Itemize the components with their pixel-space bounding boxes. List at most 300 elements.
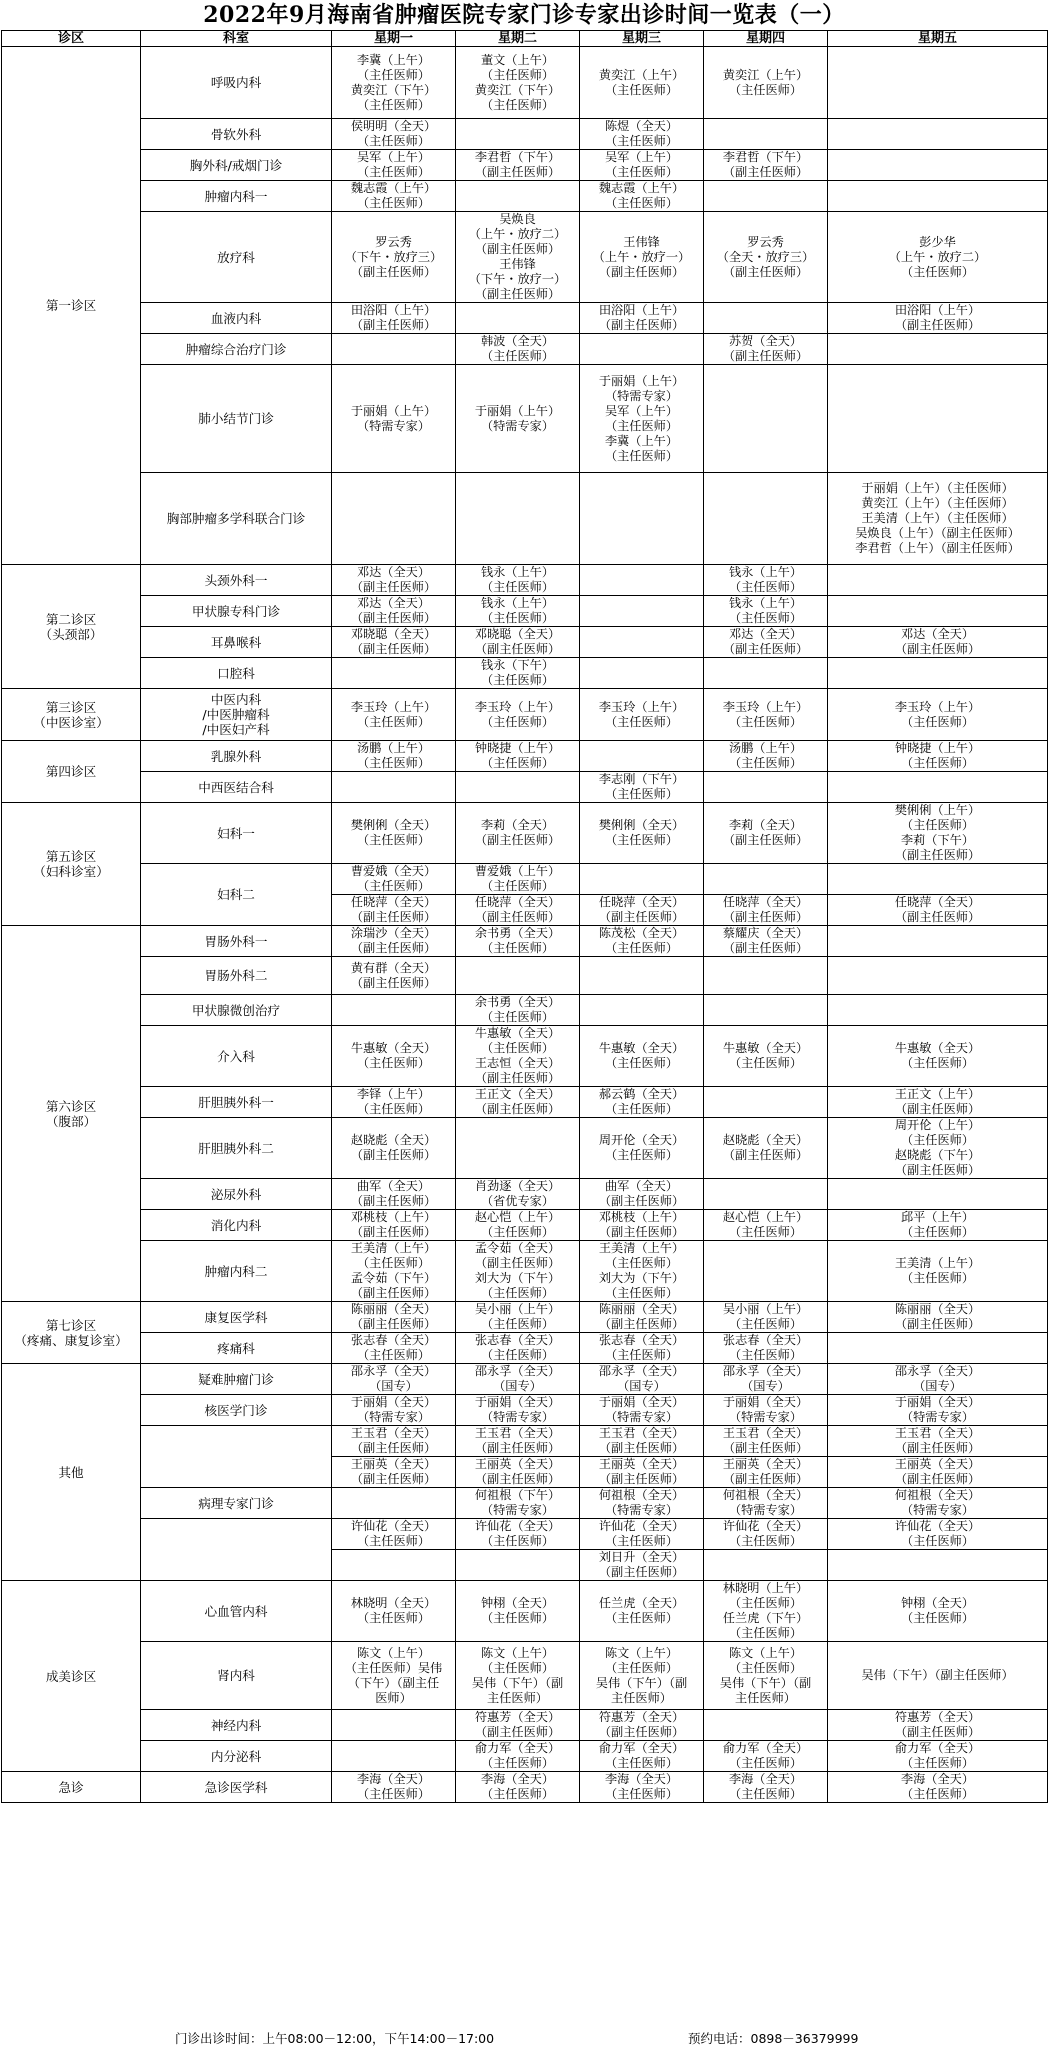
schedule-cell-mon: 邵永孚（全天） （国专） [332, 1364, 456, 1395]
schedule-cell-mon: 邓桃枝（上午） （副主任医师） [332, 1210, 456, 1241]
schedule-row [2, 334, 1048, 365]
schedule-row [2, 1642, 1048, 1710]
schedule-cell-thu [704, 658, 828, 689]
schedule-cell-wed: 符惠芳（全天） （副主任医师） [580, 1710, 704, 1741]
schedule-cell-thu: 陈文（上午） （主任医师） 吴伟（下午）（副 主任医师） [704, 1642, 828, 1710]
schedule-cell-thu: 罗云秀 （全天・放疗三） （副主任医师） [704, 212, 828, 303]
clinic-area: 第七诊区 （疼痛、康复诊室） [2, 1302, 141, 1364]
schedule-cell-tue [456, 303, 580, 334]
schedule-cell-mon: 任晓萍（全天） （副主任医师） [332, 895, 456, 926]
schedule-cell-mon [332, 1550, 456, 1581]
schedule-row [2, 1364, 1048, 1395]
department: 肝胆胰外科二 [141, 1118, 332, 1179]
schedule-cell-tue: 钟栩（全天） （主任医师） [456, 1581, 580, 1642]
schedule-cell-tue: 王玉君（全天） （副主任医师） [456, 1426, 580, 1457]
schedule-cell-thu: 王丽英（全天） （副主任医师） [704, 1457, 828, 1488]
schedule-cell-fri: 牛惠敏（全天） （主任医师） [828, 1026, 1048, 1087]
schedule-cell-thu: 林晓明（上午） （主任医师） 任兰虎（下午） （主任医师） [704, 1581, 828, 1642]
department: 骨软外科 [141, 119, 332, 150]
schedule-cell-mon: 曲军（全天） （副主任医师） [332, 1179, 456, 1210]
schedule-cell-thu [704, 957, 828, 995]
schedule-cell-fri: 俞力军（全天） （主任医师） [828, 1741, 1048, 1772]
schedule-row [2, 1118, 1048, 1179]
department: 肝胆胰外科一 [141, 1087, 332, 1118]
schedule-cell-thu [704, 1087, 828, 1118]
schedule-cell-tue: 余书勇（全天） （主任医师） [456, 995, 580, 1026]
schedule-cell-mon: 樊俐俐（全天） （主任医师） [332, 803, 456, 864]
schedule-row [2, 119, 1048, 150]
department: 心血管内科 [141, 1581, 332, 1642]
schedule-cell-tue [456, 119, 580, 150]
schedule-cell-wed [580, 957, 704, 995]
schedule-cell-wed [580, 627, 704, 658]
schedule-cell-wed: 王玉君（全天） （副主任医师） [580, 1426, 704, 1457]
schedule-row [2, 1179, 1048, 1210]
page-title: 2022年9月海南省肿瘤医院专家门诊专家出诊时间一览表（一） [203, 2, 845, 28]
schedule-row [2, 1087, 1048, 1118]
schedule-cell-mon [332, 1741, 456, 1772]
schedule-cell-mon: 李铎（上午） （主任医师） [332, 1087, 456, 1118]
schedule-cell-thu: 俞力军（全天） （主任医师） [704, 1741, 828, 1772]
schedule-row [2, 1581, 1048, 1642]
schedule-cell-fri [828, 596, 1048, 627]
schedule-row [2, 565, 1048, 596]
schedule-cell-wed: 俞力军（全天） （主任医师） [580, 1741, 704, 1772]
schedule-cell-wed: 陈煜（全天） （主任医师） [580, 119, 704, 150]
schedule-cell-wed [580, 473, 704, 565]
department: 耳鼻喉科 [141, 627, 332, 658]
schedule-row [2, 473, 1048, 565]
schedule-cell-wed: 于丽娟（全天） （特需专家） [580, 1395, 704, 1426]
schedule-cell-wed [580, 565, 704, 596]
schedule-cell-thu: 邓达（全天） （副主任医师） [704, 627, 828, 658]
schedule-cell-mon [332, 1488, 456, 1519]
schedule-cell-tue: 韩波（全天） （主任医师） [456, 334, 580, 365]
schedule-cell-fri [828, 1179, 1048, 1210]
schedule-cell-tue: 赵心恺（上午） （主任医师） [456, 1210, 580, 1241]
schedule-cell-mon [332, 772, 456, 803]
schedule-cell-thu [704, 1710, 828, 1741]
schedule-cell-wed: 陈茂松（全天） （主任医师） [580, 926, 704, 957]
schedule-cell-wed [580, 596, 704, 627]
schedule-row [2, 864, 1048, 895]
department: 神经内科 [141, 1710, 332, 1741]
department: 胃肠外科二 [141, 957, 332, 995]
schedule-cell-thu [704, 995, 828, 1026]
appointment-phone: 预约电话：0898－36379999 [688, 2031, 859, 2046]
schedule-cell-fri [828, 565, 1048, 596]
schedule-cell-fri [828, 1333, 1048, 1364]
schedule-cell-thu: 黄奕江（上午） （主任医师） [704, 47, 828, 119]
department: 胸部肿瘤多学科联合门诊 [141, 473, 332, 565]
schedule-cell-wed: 周开伦（全天） （主任医师） [580, 1118, 704, 1179]
schedule-cell-wed: 王美清（上午） （主任医师） 刘大为（下午） （主任医师） [580, 1241, 704, 1302]
schedule-cell-fri: 于丽娟（全天） （特需专家） [828, 1395, 1048, 1426]
schedule-cell-wed: 李玉玲（上午） （主任医师） [580, 689, 704, 741]
schedule-row [2, 803, 1048, 864]
schedule-cell-fri: 邓达（全天） （副主任医师） [828, 627, 1048, 658]
schedule-cell-fri: 邵永孚（全天） （国专） [828, 1364, 1048, 1395]
department: 妇科二 [141, 864, 332, 926]
department: 胃肠外科一 [141, 926, 332, 957]
schedule-cell-tue: 邓晓聪（全天） （副主任医师） [456, 627, 580, 658]
schedule-cell-tue: 符惠芳（全天） （副主任医师） [456, 1710, 580, 1741]
schedule-cell-tue: 何祖根（下午） （特需专家） [456, 1488, 580, 1519]
schedule-cell-fri [828, 119, 1048, 150]
department: 内分泌科 [141, 1741, 332, 1772]
schedule-cell-thu [704, 772, 828, 803]
schedule-cell-wed [580, 741, 704, 772]
schedule-cell-tue: 王丽英（全天） （副主任医师） [456, 1457, 580, 1488]
schedule-cell-mon: 邓晓聪（全天） （副主任医师） [332, 627, 456, 658]
schedule-cell-tue [456, 957, 580, 995]
schedule-cell-wed: 何祖根（全天） （特需专家） [580, 1488, 704, 1519]
header-cell: 星期三 [580, 31, 704, 47]
schedule-cell-mon: 李冀（上午） （主任医师） 黄奕江（下午） （主任医师） [332, 47, 456, 119]
schedule-row [2, 995, 1048, 1026]
department: 肾内科 [141, 1642, 332, 1710]
schedule-cell-fri: 李海（全天） （主任医师） [828, 1772, 1048, 1803]
schedule-cell-tue [456, 772, 580, 803]
schedule-row [2, 1241, 1048, 1302]
header-cell: 星期四 [704, 31, 828, 47]
schedule-cell-mon: 于丽娟（上午） （特需专家） [332, 365, 456, 473]
schedule-cell-thu: 吴小丽（上午） （主任医师） [704, 1302, 828, 1333]
schedule-cell-wed: 张志春（全天） （主任医师） [580, 1333, 704, 1364]
department: 乳腺外科 [141, 741, 332, 772]
schedule-cell-fri [828, 181, 1048, 212]
schedule-cell-fri: 彭少华 （上午・放疗二） （主任医师） [828, 212, 1048, 303]
department: 呼吸内科 [141, 47, 332, 119]
department: 肺小结节门诊 [141, 365, 332, 473]
schedule-cell-fri: 樊俐俐（上午） （主任医师） 李莉（下午） （副主任医师） [828, 803, 1048, 864]
clinic-area: 急诊 [2, 1772, 141, 1803]
schedule-cell-thu: 赵心恺（上午） （主任医师） [704, 1210, 828, 1241]
department: 头颈外科一 [141, 565, 332, 596]
schedule-cell-wed: 樊俐俐（全天） （主任医师） [580, 803, 704, 864]
clinic-area: 第六诊区 （腹部） [2, 926, 141, 1302]
department [141, 1426, 332, 1488]
schedule-cell-tue: 吴小丽（上午） （主任医师） [456, 1302, 580, 1333]
schedule-cell-mon: 王丽英（全天） （副主任医师） [332, 1457, 456, 1488]
schedule-cell-mon: 于丽娟（全天） （特需专家） [332, 1395, 456, 1426]
schedule-row [2, 365, 1048, 473]
department: 消化内科 [141, 1210, 332, 1241]
schedule-cell-mon: 许仙花（全天） （主任医师） [332, 1519, 456, 1550]
schedule-cell-fri: 邱平（上午） （主任医师） [828, 1210, 1048, 1241]
clinic-area: 第五诊区 （妇科诊室） [2, 803, 141, 926]
schedule-cell-tue: 钱永（上午） （主任医师） [456, 565, 580, 596]
schedule-row [2, 1395, 1048, 1426]
schedule-cell-tue: 邵永孚（全天） （国专） [456, 1364, 580, 1395]
schedule-row [2, 627, 1048, 658]
schedule-cell-tue [456, 1550, 580, 1581]
schedule-cell-wed [580, 864, 704, 895]
department: 妇科一 [141, 803, 332, 864]
clinic-area: 第二诊区 （头颈部） [2, 565, 141, 689]
department: 血液内科 [141, 303, 332, 334]
schedule-cell-tue: 李君哲（下午） （副主任医师） [456, 150, 580, 181]
schedule-row [2, 772, 1048, 803]
schedule-cell-mon [332, 1710, 456, 1741]
schedule-cell-fri: 钟栩（全天） （主任医师） [828, 1581, 1048, 1642]
schedule-cell-wed: 王丽英（全天） （副主任医师） [580, 1457, 704, 1488]
schedule-cell-mon: 王美清（上午） （主任医师） 孟令茹（下午） （副主任医师） [332, 1241, 456, 1302]
schedule-cell-thu: 张志春（全天） （主任医师） [704, 1333, 828, 1364]
schedule-cell-fri [828, 658, 1048, 689]
schedule-cell-tue: 吴焕良 （上午・放疗二） （副主任医师） 王伟锋 （下午・放疗一） （副主任医师） [456, 212, 580, 303]
schedule-row [2, 303, 1048, 334]
schedule-cell-tue: 余书勇（全天） （主任医师） [456, 926, 580, 957]
schedule-cell-mon: 黄有群（全天） （副主任医师） [332, 957, 456, 995]
schedule-cell-tue: 孟令茹（全天） （副主任医师） 刘大为（下午） （主任医师） [456, 1241, 580, 1302]
schedule-cell-mon: 田浴阳（上午） （副主任医师） [332, 303, 456, 334]
schedule-cell-mon: 李玉玲（上午） （主任医师） [332, 689, 456, 741]
schedule-cell-mon [332, 334, 456, 365]
schedule-row [2, 1210, 1048, 1241]
schedule-cell-thu: 李玉玲（上午） （主任医师） [704, 689, 828, 741]
schedule-cell-tue: 牛惠敏（全天） （主任医师） 王志恒（全天） （副主任医师） [456, 1026, 580, 1087]
schedule-cell-tue: 钱永（下午） （主任医师） [456, 658, 580, 689]
department: 肿瘤内科一 [141, 181, 332, 212]
schedule-cell-tue: 李玉玲（上午） （主任医师） [456, 689, 580, 741]
schedule-row [2, 596, 1048, 627]
schedule-cell-fri: 王丽英（全天） （副主任医师） [828, 1457, 1048, 1488]
schedule-cell-tue: 钱永（上午） （主任医师） [456, 596, 580, 627]
schedule-cell-tue: 于丽娟（上午） （特需专家） [456, 365, 580, 473]
schedule-cell-mon: 魏志霞（上午） （主任医师） [332, 181, 456, 212]
schedule-row [2, 689, 1048, 741]
schedule-cell-thu: 任晓萍（全天） （副主任医师） [704, 895, 828, 926]
schedule-cell-wed: 陈文（上午） （主任医师） 吴伟（下午）（副 主任医师） [580, 1642, 704, 1710]
schedule-cell-thu: 许仙花（全天） （主任医师） [704, 1519, 828, 1550]
schedule-cell-wed: 李志刚（下午） （主任医师） [580, 772, 704, 803]
schedule-cell-mon: 赵晓彪（全天） （副主任医师） [332, 1118, 456, 1179]
department: 疼痛科 [141, 1333, 332, 1364]
schedule-cell-thu: 苏贺（全天） （副主任医师） [704, 334, 828, 365]
schedule-cell-tue: 于丽娟（全天） （特需专家） [456, 1395, 580, 1426]
schedule-cell-thu [704, 119, 828, 150]
schedule-cell-mon: 邓达（全天） （副主任医师） [332, 565, 456, 596]
schedule-cell-thu: 钱永（上午） （主任医师） [704, 596, 828, 627]
schedule-row [2, 181, 1048, 212]
schedule-cell-mon: 侯明明（全天） （主任医师） [332, 119, 456, 150]
schedule-cell-thu: 于丽娟（全天） （特需专家） [704, 1395, 828, 1426]
schedule-cell-tue: 钟晓捷（上午） （主任医师） [456, 741, 580, 772]
schedule-cell-fri [828, 926, 1048, 957]
schedule-cell-fri: 李玉玲（上午） （主任医师） [828, 689, 1048, 741]
schedule-cell-thu: 李莉（全天） （副主任医师） [704, 803, 828, 864]
schedule-cell-fri [828, 772, 1048, 803]
department: 介入科 [141, 1026, 332, 1087]
department: 中医内科 /中医肿瘤科 /中医妇产科 [141, 689, 332, 741]
header-row [2, 31, 1048, 47]
schedule-cell-tue: 王正文（全天） （副主任医师） [456, 1087, 580, 1118]
schedule-cell-thu: 赵晓彪（全天） （副主任医师） [704, 1118, 828, 1179]
department: 胸外科/戒烟门诊 [141, 150, 332, 181]
schedule-cell-mon: 汤鹏（上午） （主任医师） [332, 741, 456, 772]
schedule-cell-wed: 田浴阳（上午） （副主任医师） [580, 303, 704, 334]
schedule-cell-wed [580, 334, 704, 365]
schedule-cell-wed: 吴军（上午） （主任医师） [580, 150, 704, 181]
schedule-cell-thu: 李君哲（下午） （副主任医师） [704, 150, 828, 181]
schedule-cell-fri: 周开伦（上午） （主任医师） 赵晓彪（下午） （副主任医师） [828, 1118, 1048, 1179]
schedule-cell-tue: 李莉（全天） （副主任医师） [456, 803, 580, 864]
department: 康复医学科 [141, 1302, 332, 1333]
schedule-cell-mon: 林晓明（全天） （主任医师） [332, 1581, 456, 1642]
schedule-row [2, 1302, 1048, 1333]
clinic-area: 第三诊区 （中医诊室） [2, 689, 141, 741]
schedule-cell-mon: 陈文（上午） （主任医师）吴伟 （下午）（副主任 医师） [332, 1642, 456, 1710]
schedule-cell-mon [332, 658, 456, 689]
schedule-cell-tue: 肖劲逐（全天） （省优专家） [456, 1179, 580, 1210]
clinic-area: 成美诊区 [2, 1581, 141, 1772]
schedule-cell-thu [704, 864, 828, 895]
schedule-cell-tue: 李海（全天） （主任医师） [456, 1772, 580, 1803]
schedule-cell-wed [580, 658, 704, 689]
schedule-cell-wed: 牛惠敏（全天） （主任医师） [580, 1026, 704, 1087]
department: 病理专家门诊 [141, 1488, 332, 1519]
schedule-cell-mon [332, 473, 456, 565]
schedule-cell-mon: 王玉君（全天） （副主任医师） [332, 1426, 456, 1457]
schedule-cell-thu: 钱永（上午） （主任医师） [704, 565, 828, 596]
schedule-cell-mon: 涂瑞沙（全天） （副主任医师） [332, 926, 456, 957]
clinic-area: 第四诊区 [2, 741, 141, 803]
schedule-cell-mon: 牛惠敏（全天） （主任医师） [332, 1026, 456, 1087]
schedule-cell-wed: 于丽娟（上午） （特需专家） 吴军（上午） （主任医师） 李冀（上午） （主任医师） [580, 365, 704, 473]
header-cell: 诊区 [2, 31, 141, 47]
header-cell: 科室 [141, 31, 332, 47]
department: 甲状腺专科门诊 [141, 596, 332, 627]
schedule-cell-tue [456, 1118, 580, 1179]
department: 疑难肿瘤门诊 [141, 1364, 332, 1395]
schedule-cell-tue [456, 473, 580, 565]
schedule-row [2, 1710, 1048, 1741]
schedule-cell-mon: 曹爱娥（全天） （主任医师） [332, 864, 456, 895]
clinic-hours: 门诊出诊时间：上午08:00－12:00，下午14:00－17:00 [175, 2031, 495, 2046]
schedule-cell-mon: 张志春（全天） （主任医师） [332, 1333, 456, 1364]
schedule-cell-tue: 许仙花（全天） （主任医师） [456, 1519, 580, 1550]
department: 急诊医学科 [141, 1772, 332, 1803]
schedule-row [2, 1426, 1048, 1457]
schedule-cell-wed: 陈丽丽（全天） （副主任医师） [580, 1302, 704, 1333]
schedule-row [2, 957, 1048, 995]
schedule-cell-tue: 张志春（全天） （主任医师） [456, 1333, 580, 1364]
schedule-cell-mon: 李海（全天） （主任医师） [332, 1772, 456, 1803]
schedule-cell-thu: 李海（全天） （主任医师） [704, 1772, 828, 1803]
schedule-cell-thu [704, 365, 828, 473]
schedule-cell-mon: 陈丽丽（全天） （副主任医师） [332, 1302, 456, 1333]
schedule-cell-thu: 蔡耀庆（全天） （副主任医师） [704, 926, 828, 957]
schedule-row [2, 741, 1048, 772]
schedule-cell-wed: 许仙花（全天） （主任医师） [580, 1519, 704, 1550]
schedule-cell-fri: 于丽娟（上午）（主任医师） 黄奕江（上午）（主任医师） 王美清（上午）（主任医师） 吴焕良（上午）（副主任医师） 李君哲（上午）（副主任医师） [828, 473, 1048, 565]
schedule-cell-thu [704, 1241, 828, 1302]
schedule-cell-fri [828, 365, 1048, 473]
schedule-cell-thu [704, 303, 828, 334]
schedule-row [2, 47, 1048, 119]
schedule-cell-fri [828, 957, 1048, 995]
clinic-area: 其他 [2, 1364, 141, 1581]
schedule-cell-wed: 郝云鹤（全天） （主任医师） [580, 1087, 704, 1118]
schedule-row [2, 1741, 1048, 1772]
schedule-cell-mon [332, 995, 456, 1026]
schedule-cell-thu: 邵永孚（全天） （国专） [704, 1364, 828, 1395]
schedule-cell-fri: 王正文（上午） （副主任医师） [828, 1087, 1048, 1118]
schedule-cell-thu: 汤鹏（上午） （主任医师） [704, 741, 828, 772]
schedule-cell-fri: 王玉君（全天） （副主任医师） [828, 1426, 1048, 1457]
schedule-cell-thu: 牛惠敏（全天） （主任医师） [704, 1026, 828, 1087]
department: 甲状腺微创治疗 [141, 995, 332, 1026]
schedule-cell-thu [704, 1550, 828, 1581]
schedule-cell-wed: 刘日升（全天） （副主任医师） [580, 1550, 704, 1581]
department: 肿瘤综合治疗门诊 [141, 334, 332, 365]
clinic-area: 第一诊区 [2, 47, 141, 565]
department: 肿瘤内科二 [141, 1241, 332, 1302]
schedule-cell-wed [580, 995, 704, 1026]
schedule-cell-fri [828, 995, 1048, 1026]
schedule-cell-tue: 曹爱娥（上午） （主任医师） [456, 864, 580, 895]
schedule-cell-fri: 田浴阳（上午） （副主任医师） [828, 303, 1048, 334]
header-cell: 星期二 [456, 31, 580, 47]
schedule-cell-wed: 任晓萍（全天） （副主任医师） [580, 895, 704, 926]
schedule-cell-mon: 罗云秀 （下午・放疗三） （副主任医师） [332, 212, 456, 303]
schedule-cell-wed: 任兰虎（全天） （主任医师） [580, 1581, 704, 1642]
schedule-cell-wed: 魏志霞（上午） （主任医师） [580, 181, 704, 212]
schedule-cell-wed: 王伟锋 （上午・放疗一） （副主任医师） [580, 212, 704, 303]
schedule-cell-mon: 吴军（上午） （主任医师） [332, 150, 456, 181]
schedule-cell-fri: 吴伟（下午）（副主任医师） [828, 1642, 1048, 1710]
schedule-cell-tue: 陈文（上午） （主任医师） 吴伟（下午）（副 主任医师） [456, 1642, 580, 1710]
schedule-cell-thu: 何祖根（全天） （特需专家） [704, 1488, 828, 1519]
header-cell: 星期五 [828, 31, 1048, 47]
department: 泌尿外科 [141, 1179, 332, 1210]
schedule-cell-fri [828, 150, 1048, 181]
schedule-row [2, 150, 1048, 181]
schedule-cell-fri [828, 1550, 1048, 1581]
schedule-cell-fri: 符惠芳（全天） （副主任医师） [828, 1710, 1048, 1741]
schedule-row [2, 212, 1048, 303]
schedule-row [2, 1772, 1048, 1803]
schedule-cell-thu: 王玉君（全天） （副主任医师） [704, 1426, 828, 1457]
schedule-row [2, 1333, 1048, 1364]
schedule-cell-fri: 钟晓捷（上午） （主任医师） [828, 741, 1048, 772]
schedule-cell-wed: 邵永孚（全天） （国专） [580, 1364, 704, 1395]
schedule-table [1, 30, 1048, 1803]
schedule-cell-wed: 邓桃枝（上午） （副主任医师） [580, 1210, 704, 1241]
department: 口腔科 [141, 658, 332, 689]
schedule-cell-wed: 李海（全天） （主任医师） [580, 1772, 704, 1803]
schedule-cell-tue: 俞力军（全天） （主任医师） [456, 1741, 580, 1772]
footer [0, 2030, 1048, 2048]
schedule-cell-fri [828, 47, 1048, 119]
schedule-cell-fri: 陈丽丽（全天） （副主任医师） [828, 1302, 1048, 1333]
schedule-cell-thu [704, 473, 828, 565]
schedule-cell-fri: 许仙花（全天） （主任医师） [828, 1519, 1048, 1550]
schedule-row [2, 1519, 1048, 1550]
schedule-cell-thu [704, 181, 828, 212]
schedule-cell-thu [704, 1179, 828, 1210]
schedule-cell-tue: 任晓萍（全天） （副主任医师） [456, 895, 580, 926]
schedule-cell-wed: 曲军（全天） （副主任医师） [580, 1179, 704, 1210]
schedule-row [2, 1488, 1048, 1519]
schedule-cell-fri: 任晓萍（全天） （副主任医师） [828, 895, 1048, 926]
schedule-cell-tue: 董文（上午） （主任医师） 黄奕江（下午） （主任医师） [456, 47, 580, 119]
department: 放疗科 [141, 212, 332, 303]
schedule-row [2, 658, 1048, 689]
schedule-cell-fri: 何祖根（全天） （特需专家） [828, 1488, 1048, 1519]
department [141, 1519, 332, 1581]
